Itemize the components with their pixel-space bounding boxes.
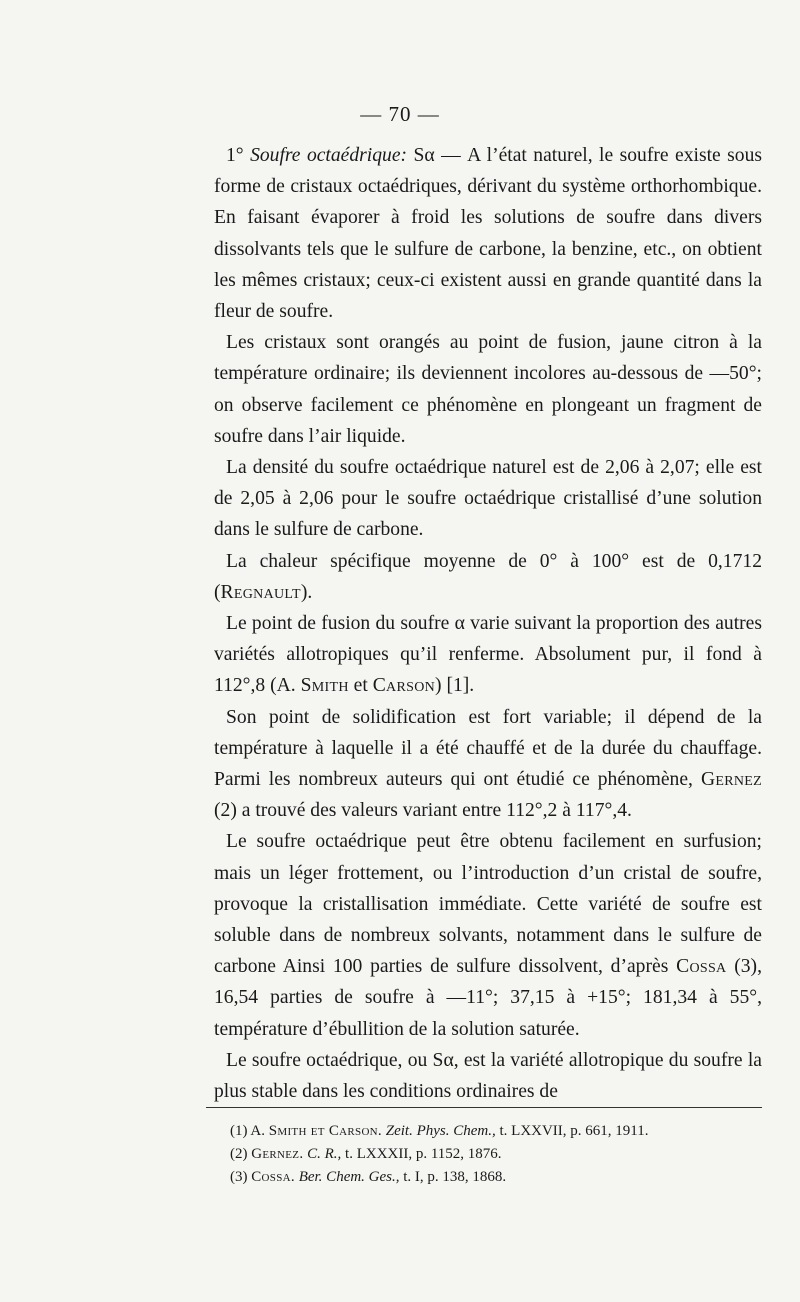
paragraph-text: Le soufre octaédrique, ou Sα, est la variété allotropique du soufre la plus stable dans les conditions ordinaires de (214, 1049, 762, 1103)
paragraph-text: Le point de fusion du soufre α varie suivant la proportion des autres variétés allotropiques qu’il renferme. Absolument pur, il fond à 112°,8 (A. (214, 613, 762, 697)
paragraph-text: (3), 16,54 parties de soufre à —11°; 37,15 à +15°; 181,34 à 55°, température d’ébullition de la solution saturée. (214, 956, 762, 1040)
footnote-number: (1) A. (230, 1123, 269, 1139)
author-name: Cossa (676, 956, 727, 978)
footnotes (230, 1120, 770, 1189)
paragraph-text: La chaleur spécifique moyenne de 0° à 100° est de 0,1712 ( (214, 550, 762, 603)
paragraph-chaleur-specifique (214, 546, 762, 608)
footnote-journal: C. R., (303, 1146, 342, 1162)
page-number: — 70 — (360, 102, 440, 126)
author-name: Carson (372, 675, 436, 697)
footnote-author: Cossa. (251, 1169, 295, 1185)
paragraph-soufre-octaedrique (214, 140, 762, 327)
paragraph-densite (214, 452, 762, 546)
footnote-separator (206, 1107, 762, 1108)
author-name: Smith (300, 675, 349, 697)
paragraph-text: La densité du soufre octaédrique naturel est de 2,06 à 2,07; elle est de 2,05 à 2,06 pour le soufre octaédrique cristallisé d’une solution dans le sulfure de carbone. (214, 457, 762, 541)
footnote-journal: Zeit. Phys. Chem., (381, 1123, 496, 1139)
section-heading: Soufre octaédrique: (250, 145, 408, 166)
paragraph-text: Son point de solidification est fort variable; il dépend de la température à laquelle il a été chauffé et de la durée du chauffage. Parmi les nombreux auteurs qui ont étudié ce phénomène, (214, 706, 762, 791)
footnote-reference: t. I, p. 138, 1868. (399, 1169, 507, 1185)
footnote-number: (3) (230, 1169, 252, 1185)
footnote-journal: Ber. Chem. Ges., (294, 1169, 400, 1185)
paragraph-couleur (214, 327, 762, 452)
author-name: Regnault (220, 581, 301, 603)
paragraph-text: Sα — A l’état naturel, le soufre existe sous forme de cristaux octaédriques, dérivant du système orthorhombique. En faisant évaporer à froid les solutions de soufre dans divers dissolvants tels que le sulfure de carbone, la benzine, etc., on obtient les mêmes cristaux; ceux-ci existent aussi en grande quantité dans la fleur de soufre. (214, 145, 762, 323)
footnote-3 (230, 1166, 770, 1189)
paragraph-solidification (214, 702, 762, 827)
main-text (214, 140, 762, 1107)
footnote-1 (230, 1120, 770, 1143)
paragraph-point-de-fusion (214, 608, 762, 702)
paragraph-surfusion (214, 826, 762, 1044)
paragraph-text: (2) a trouvé des valeurs variant entre 112°,2 à 117°,4. (214, 800, 632, 822)
footnote-reference: t. LXXXII, p. 1152, 1876. (341, 1146, 502, 1162)
footnote-author: Gernez. (251, 1146, 304, 1162)
paragraph-text: ) [1]. (435, 675, 475, 697)
footnote-author: Smith et Carson. (268, 1123, 382, 1139)
section-number: 1° (226, 145, 251, 166)
paragraph-stabilite (214, 1045, 762, 1107)
footnote-2 (230, 1143, 770, 1166)
paragraph-text: ). (300, 581, 313, 603)
author-name: Gernez (700, 769, 762, 791)
footnote-number: (2) (230, 1146, 252, 1162)
paragraph-text: Les cristaux sont orangés au point de fusion, jaune citron à la température ordinaire; ils deviennent incolores au-dessous de —50°; on observe facilement ce phénomène en plongeant un fragment de soufre dans l’air liquide. (214, 332, 762, 447)
footnote-reference: t. LXXVII, p. 661, 1911. (495, 1123, 649, 1139)
paragraph-text: Le soufre octaédrique peut être obtenu facilement en surfusion; mais un léger frottement, ou l’introduction d’un cristal de soufre, provoque la cristallisation immédiate. Cette variété de soufre est soluble dans de nombreux solvants, notamment dans le sulfure de carbone Ainsi 100 parties de sulfure dissolvent, d’après (214, 831, 762, 978)
paragraph-text: et (348, 675, 373, 697)
